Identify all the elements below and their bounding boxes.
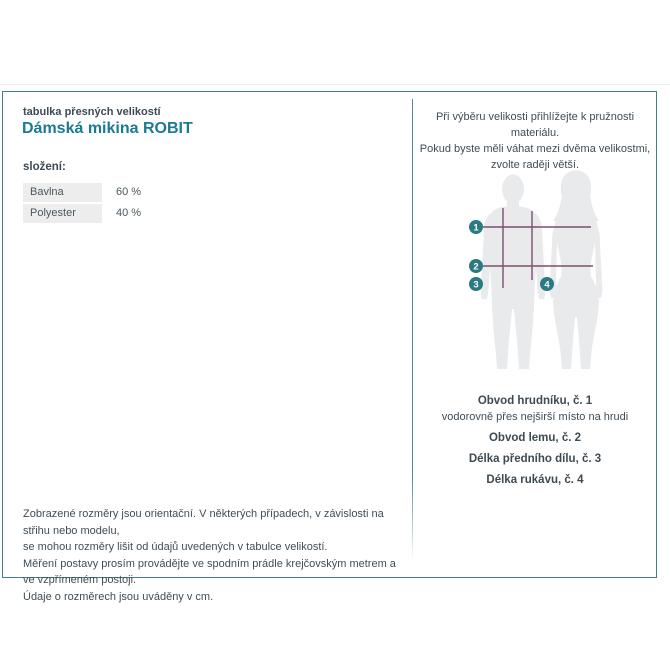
disclaimer-line: Zobrazené rozměry jsou orientační. V některých případech, v závislosti na střihu nebo modelu, bbox=[23, 508, 384, 537]
badge-1 bbox=[469, 220, 483, 234]
measurement-label-chest: Obvod hrudníku, č. 1 bbox=[477, 395, 593, 407]
disclaimer-line: se mohou rozměry lišit od údajů uvedených v tabulce velikostí. bbox=[23, 541, 328, 553]
measurement-label-chest-note: vodorovně přes nejširší místo na hrudi bbox=[441, 411, 629, 423]
table-row bbox=[23, 183, 141, 202]
measurement-label-front-length: Délka předního dílu, č. 3 bbox=[468, 453, 602, 465]
size-info-panel bbox=[2, 91, 657, 603]
male-silhouette bbox=[481, 175, 546, 370]
badge-2 bbox=[469, 259, 483, 273]
page-top-divider bbox=[0, 84, 670, 85]
badge-3-number: 3 bbox=[473, 279, 479, 291]
badge-1-number: 1 bbox=[473, 222, 479, 234]
advice-line: zvolte raději větší. bbox=[490, 159, 580, 171]
measurement-diagram bbox=[441, 161, 641, 379]
material-value-cell: 60 % bbox=[116, 186, 142, 198]
badge-4 bbox=[540, 277, 554, 291]
measurement-legend bbox=[412, 388, 658, 488]
material-name-cell: Polyester bbox=[23, 204, 102, 223]
material-value-cell: 40 % bbox=[116, 207, 142, 219]
badge-3 bbox=[469, 277, 483, 291]
badge-2-number: 2 bbox=[473, 261, 479, 273]
advice-line: Pokud byste měli váhat mezi dvěma velikostmi, bbox=[419, 143, 651, 155]
female-silhouette bbox=[550, 170, 603, 369]
disclaimer-text bbox=[23, 506, 403, 605]
disclaimer-line: Měření postavy prosím provádějte ve spodním prádle krejčovským metrem a ve vzpřímeném postoji. bbox=[23, 557, 396, 586]
composition-heading: složení: bbox=[23, 161, 66, 173]
measurement-label-hem: Obvod lemu, č. 2 bbox=[488, 432, 582, 444]
advice-line: Při výběru velikosti přihlížejte k pružnosti materiálu. bbox=[435, 111, 635, 139]
table-row bbox=[23, 204, 141, 223]
measurement-label-sleeve: Délka rukávu, č. 4 bbox=[486, 474, 584, 486]
product-title: Dámská mikina ROBIT bbox=[22, 120, 193, 137]
material-name-cell: Bavlna bbox=[23, 183, 102, 202]
disclaimer-line: Údaje o rozměrech jsou uváděny v cm. bbox=[23, 590, 214, 603]
badge-4-number: 4 bbox=[544, 279, 550, 291]
table-eyebrow-label: tabulka přesných velikostí bbox=[23, 106, 161, 118]
body-silhouettes-figure bbox=[441, 161, 641, 379]
silhouette-shapes bbox=[481, 170, 603, 369]
composition-table bbox=[23, 183, 141, 225]
